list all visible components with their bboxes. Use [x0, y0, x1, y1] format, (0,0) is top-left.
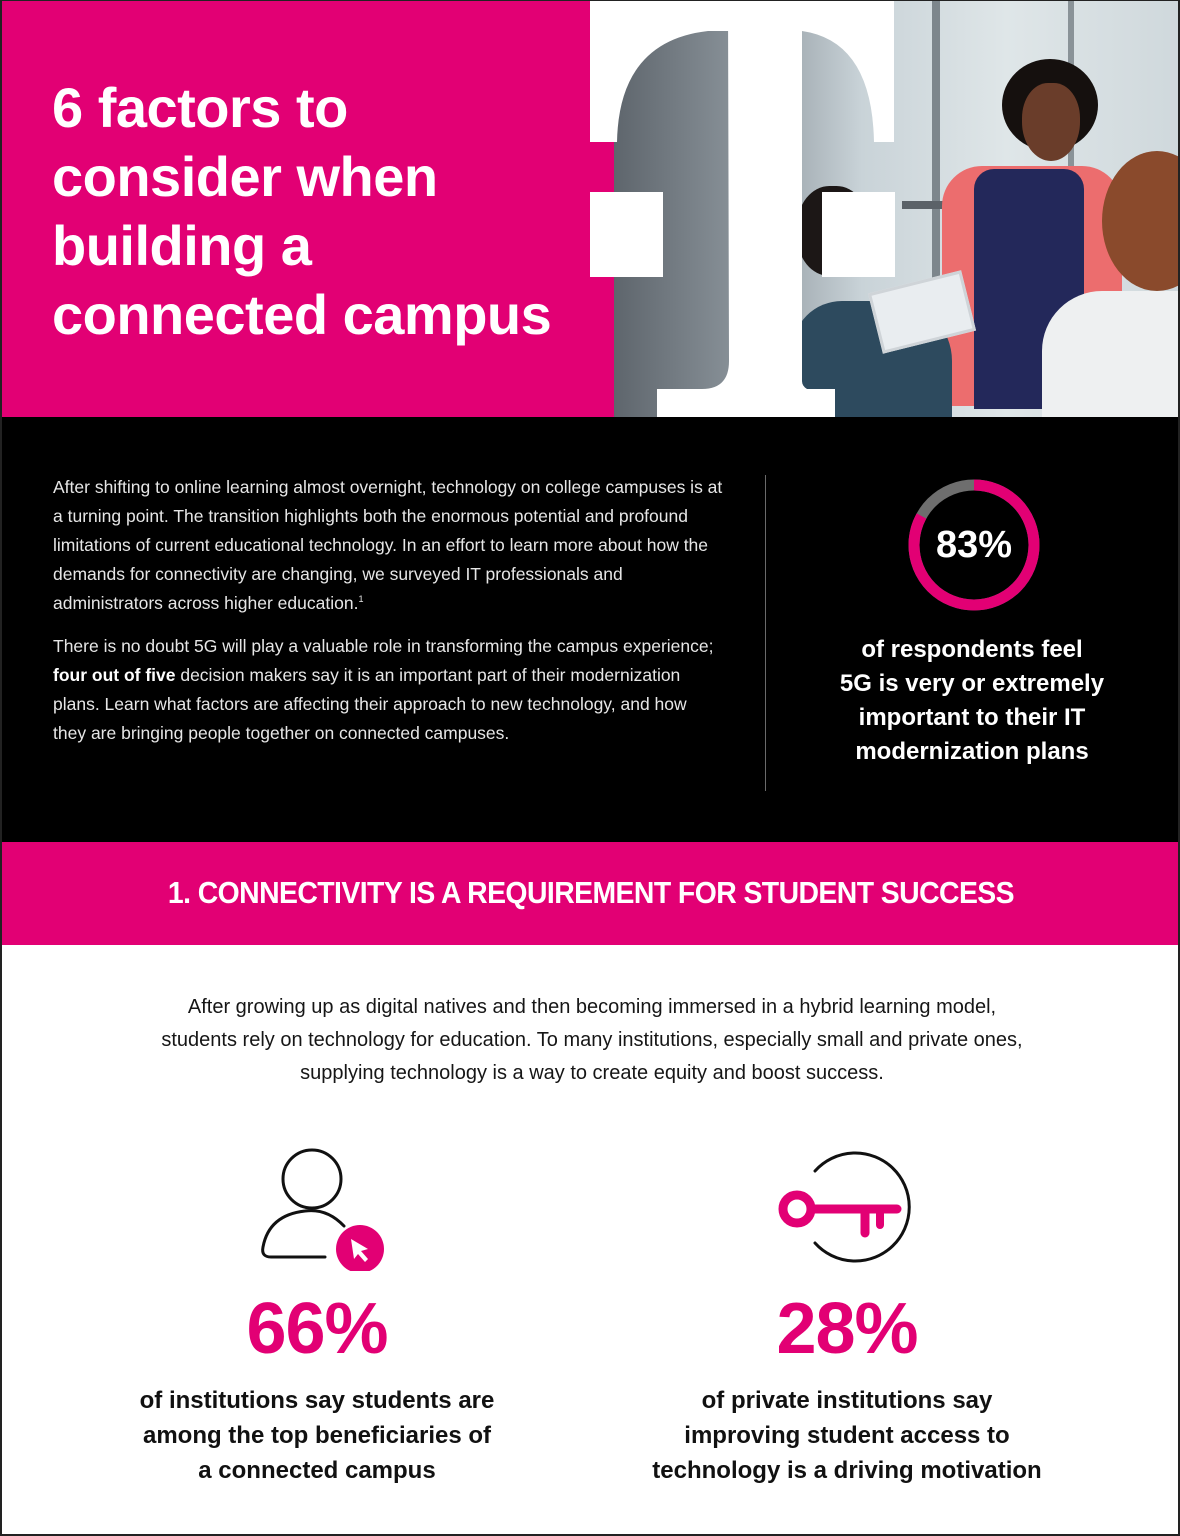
caption-line: of respondents feel	[861, 636, 1083, 663]
window-frame	[772, 1, 782, 417]
caption-line: 5G is very or extremely	[839, 670, 1105, 697]
title-line: consider when	[52, 145, 438, 208]
teacher-with-tablet-photo	[602, 1, 1180, 417]
page-title	[52, 73, 612, 349]
caption-line: important to their IT	[858, 704, 1086, 731]
caption-line: technology is a driving motivation	[652, 1457, 1042, 1484]
photo-shape	[1042, 291, 1180, 417]
section-heading: 1. CONNECTIVITY IS A REQUIREMENT FOR STUDENT SUCCESS	[167, 876, 1015, 910]
section-banner	[2, 842, 1180, 945]
caption-line: among the top beneficiaries of	[142, 1422, 492, 1449]
section-intro-line: supplying technology is a way to create equity and boost success.	[300, 1062, 884, 1084]
intro-paragraph	[53, 473, 723, 618]
highlight-text: four out of five	[53, 665, 176, 685]
section-intro	[42, 991, 1142, 1090]
stat-card	[612, 1141, 1082, 1488]
intro-paragraph	[53, 632, 723, 748]
intro-paragraph-text: There is no doubt 5G will play a valuable role in transforming the campus experience;	[53, 636, 714, 656]
stat-caption	[612, 1383, 1082, 1488]
photo-shape	[1022, 83, 1080, 161]
intro-paragraph-text: After shifting to online learning almost overnight, technology on college campuses is at a turning point. The transition highlights both the enormous potential and profound limitations of current educational technology. In an effort to learn more about how the demands for connectivity are changing, we surveyed IT professionals and administrators across higher education.	[53, 477, 723, 613]
vertical-divider	[765, 475, 766, 791]
user-cursor-icon	[247, 1141, 387, 1271]
caption-line: of private institutions say	[701, 1387, 993, 1414]
section-intro-line: After growing up as digital natives and then becoming immersed in a hybrid learning model,	[187, 996, 997, 1018]
intro-text	[53, 473, 723, 748]
title-line: connected campus	[52, 283, 552, 346]
title-line: building a	[52, 214, 312, 277]
photo-shape	[797, 186, 869, 276]
intro-paragraph-text: decision makers say it is an important part of their modernization plans. Learn what factors are affecting their approach to new technology, and how they are bringing people together on connected campuses.	[53, 665, 687, 743]
caption-line: improving student access to	[684, 1422, 1010, 1449]
stat-value: 66%	[246, 1289, 388, 1369]
caption-line: modernization plans	[855, 738, 1089, 765]
caption-line: a connected campus	[198, 1457, 436, 1484]
title-line: 6 factors to	[52, 76, 348, 139]
donut-caption	[792, 633, 1152, 769]
hero-section	[2, 1, 1180, 417]
stat-caption	[92, 1383, 542, 1488]
stat-value: 28%	[776, 1289, 918, 1369]
section-intro-line: students rely on technology for education. To many institutions, especially small and private ones,	[161, 1029, 1023, 1051]
donut-value: 83%	[935, 523, 1013, 566]
caption-line: of institutions say students are	[139, 1387, 495, 1414]
stat-card	[92, 1141, 542, 1488]
donut-chart	[904, 475, 1044, 615]
key-icon	[767, 1141, 927, 1271]
footnote-marker: 1	[358, 594, 364, 605]
